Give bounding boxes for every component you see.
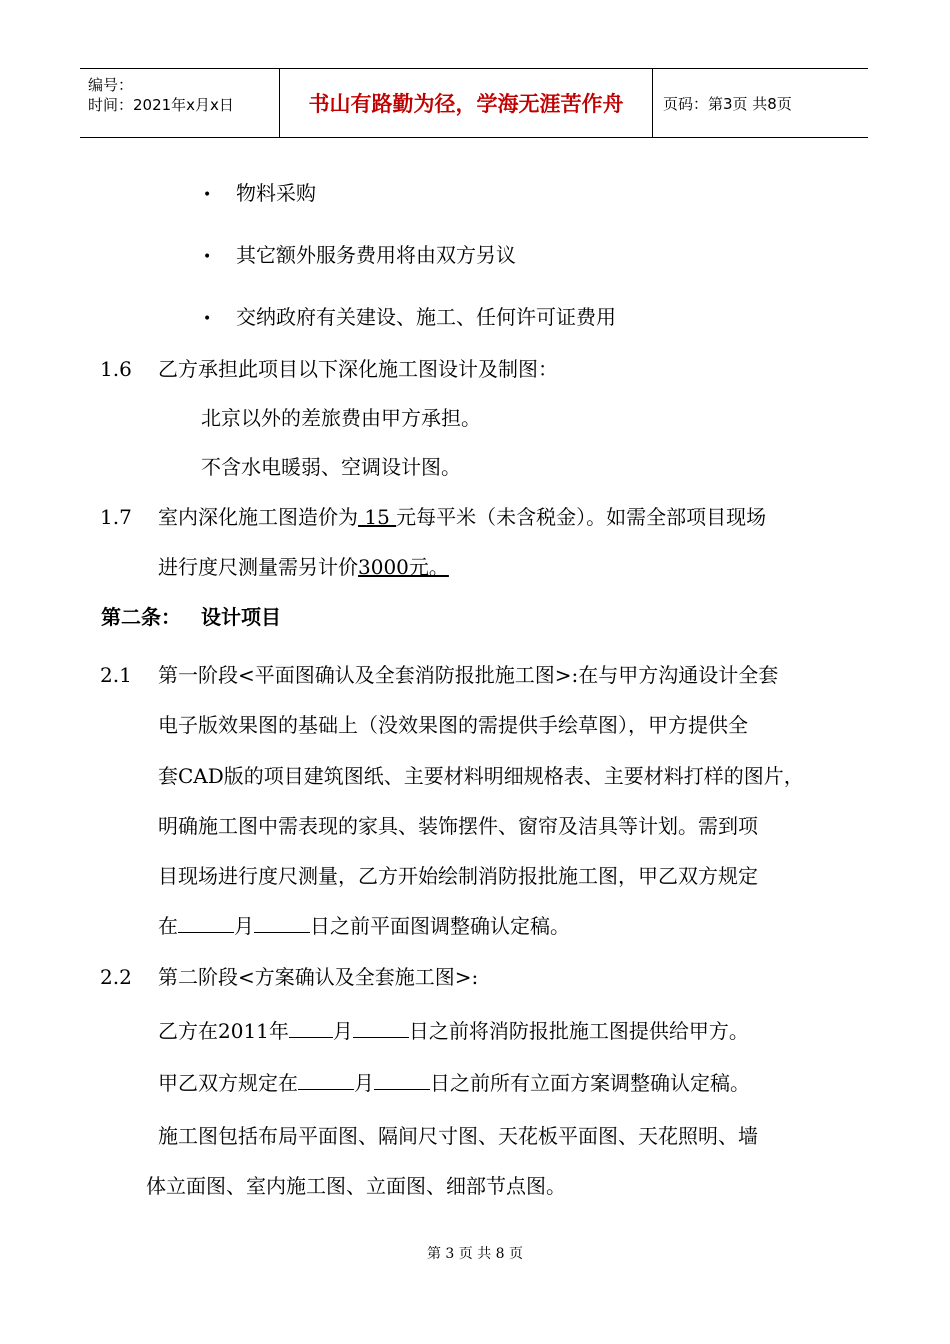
section-text: 套CAD版的项目建筑图纸、主要材料明细规格表、主要材料打样的图片，: [158, 764, 804, 788]
section-text: [158, 1069, 750, 1097]
fill-in-blank: [254, 912, 310, 933]
article-title: 设计项目: [201, 605, 281, 629]
article-label: 第二条：: [101, 605, 181, 629]
page-footer: 第 3 页 共 8 页: [426, 1246, 524, 1262]
section-subitem: 不含水电暖弱、空调设计图。: [201, 455, 461, 479]
text-run: 在: [158, 914, 178, 938]
bullet-item: 物料采购: [236, 181, 316, 205]
bullet-dot: •: [203, 187, 212, 203]
page-header: [80, 68, 868, 138]
section-text: [158, 1017, 749, 1045]
text-run: 月: [332, 1019, 353, 1043]
price-value: 3000元。: [358, 555, 449, 579]
section-number: 2.2: [100, 965, 132, 989]
text-run: 进行度尺测量需另计价: [158, 555, 358, 579]
section-text: 第二阶段<方案确认及全套施工图>:: [158, 965, 479, 989]
section-subitem: 北京以外的差旅费由甲方承担。: [201, 406, 481, 430]
section-text: 施工图包括布局平面图、隔间尺寸图、天花板平面图、天花照明、墙: [158, 1124, 758, 1148]
section-text: [158, 553, 449, 581]
text-run: 日之前所有立面方案调整确认定稿。: [430, 1071, 750, 1095]
text-run: 月: [234, 914, 254, 938]
document-date-label: 时间：2021年x月x日: [88, 96, 234, 114]
text-run: 日之前将消防报批施工图提供给甲方。: [408, 1019, 749, 1043]
document-number-label: 编号：: [88, 76, 134, 94]
fill-in-blank: [374, 1069, 430, 1090]
text-run: 室内深化施工图造价为: [158, 505, 358, 529]
text-run: 月: [354, 1071, 374, 1095]
header-page-number: 页码：第3页 共8页: [663, 94, 792, 113]
section-text: 电子版效果图的基础上（没效果图的需提供手绘草图），甲方提供全: [158, 713, 748, 737]
price-value: 15: [358, 505, 397, 529]
section-text: [158, 912, 570, 940]
fill-in-blank: [178, 912, 234, 933]
fill-in-blank: [353, 1017, 409, 1038]
header-meta: [80, 69, 280, 137]
bullet-item: 其它额外服务费用将由双方另议: [236, 243, 516, 267]
section-number: 2.1: [100, 663, 132, 687]
text-run: 日之前平面图调整确认定稿。: [310, 914, 570, 938]
section-text: 乙方承担此项目以下深化施工图设计及制图：: [158, 357, 558, 381]
section-text: 目现场进行度尺测量，乙方开始绘制消防报批施工图，甲乙双方规定: [158, 864, 758, 888]
text-run: 元每平米（未含税金）。如需全部项目现场: [396, 505, 767, 529]
text-run: 乙方在2011年: [158, 1019, 289, 1043]
text-run: 甲乙双方规定在: [158, 1071, 298, 1095]
section-text: 体立面图、室内施工图、立面图、细部节点图。: [146, 1174, 566, 1198]
section-text: [158, 503, 766, 531]
header-motto: 书山有路勤为径，学海无涯苦作舟: [280, 69, 653, 137]
bullet-dot: •: [203, 311, 212, 327]
fill-in-blank: [298, 1069, 354, 1090]
section-text: 明确施工图中需表现的家具、装饰摆件、窗帘及洁具等计划。需到项: [158, 814, 758, 838]
section-text: 第一阶段<平面图确认及全套消防报批施工图>:在与甲方沟通设计全套: [158, 663, 779, 687]
fill-in-blank: [289, 1017, 333, 1038]
section-number: 1.6: [100, 357, 132, 381]
bullet-dot: •: [203, 249, 212, 265]
section-number: 1.7: [100, 505, 132, 529]
bullet-item: 交纳政府有关建设、施工、任何许可证费用: [236, 305, 616, 329]
